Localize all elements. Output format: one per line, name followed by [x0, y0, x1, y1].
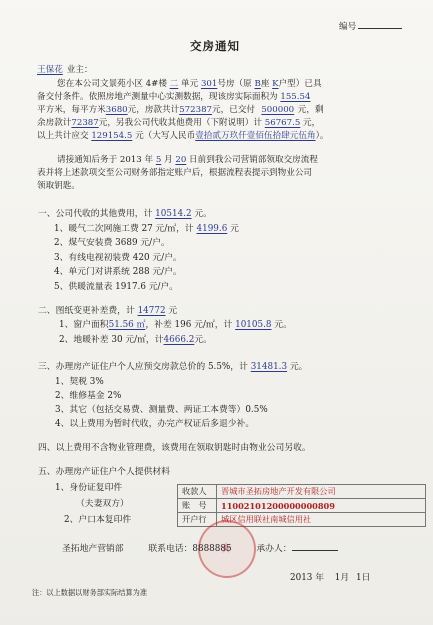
p1-line3	[37, 106, 324, 116]
footer-dept: 圣拓地产营销部	[62, 544, 124, 554]
s1-text: 元。	[194, 209, 212, 219]
document-title: 交房通知	[190, 39, 240, 53]
s2-item-2	[59, 335, 212, 345]
deadline-day: 20	[175, 155, 187, 165]
p1-text: ）。	[315, 131, 329, 141]
s1-item-1-value: 4199.6	[196, 224, 228, 234]
s2-text: 元。	[274, 320, 292, 330]
total-due-words: 壹拾贰万玖仟壹佰伍拾肆元伍角	[195, 131, 316, 141]
p1-text: 元（大写人民币	[135, 131, 196, 141]
section-3-title	[38, 362, 307, 372]
p2-text: 日前到我公司营销部领取交房流程	[189, 155, 318, 165]
document-date	[290, 573, 370, 583]
number-label: 编号	[339, 22, 357, 32]
s3-item-2: 2、维修基金 2%	[55, 391, 122, 401]
s3-total: 31481.3	[250, 362, 288, 372]
bank-info-table	[177, 484, 426, 527]
p1-text: 单元	[181, 79, 199, 89]
paid-value: 500000	[261, 105, 295, 115]
date-day-unit: 日	[361, 573, 371, 583]
s2-total: 14772	[137, 306, 166, 316]
s5-item-1-note: （夫妻双方）	[76, 499, 129, 509]
s3-item-3: 3、其它（包括交易费、测量费、两证工本费等）0.5%	[55, 405, 268, 415]
footer-phone: 8888885	[192, 544, 232, 554]
s3-item-1: 1、契税 3%	[55, 377, 104, 387]
p1-text: 座	[260, 79, 270, 89]
bank-label: 开户行	[178, 513, 217, 527]
payee-label: 收款人	[178, 485, 217, 499]
p1-text: 您在本公司文景苑小区 4#楼	[57, 79, 167, 89]
p1-text: 备交付条件。依照房地产测量中心实测数据，现该房实际面积为	[37, 92, 278, 102]
bank-row-payee	[178, 485, 426, 499]
other-fees-value: 56767.5	[264, 118, 301, 128]
s3-text: 三、办理房产证住户个人应预交房款总价的 5.5%，计	[38, 362, 248, 372]
section-5-title: 五、办理房产证住户个人提供材料	[38, 467, 170, 477]
s2-text: 元。	[194, 335, 212, 345]
s1-item-5: 5、供暖流量表 1917.6 元/户。	[54, 282, 179, 292]
unit-value: 二	[169, 79, 179, 89]
p1-text: 元，另我公司代收其他费用（下附说明）计	[98, 118, 263, 128]
receiver-blank	[292, 550, 338, 551]
section-4: 四、以上费用不含物业管理费，该费用在领取钥匙时由物业公司另收。	[38, 443, 311, 453]
addressee-name: 王保花	[37, 65, 63, 75]
s2-text: 二、图纸变更补差费，计	[38, 306, 135, 316]
s1-item-3: 3、有线电视初装费 420 元/户。	[54, 253, 182, 263]
payee-value: 晋城市圣拓房地产开发有限公司	[217, 485, 426, 499]
area-value: 155.54	[280, 92, 311, 102]
s1-item-2: 2、煤气安装费 3689 元/户。	[54, 238, 170, 248]
s1-item-4: 4、单元门对讲系统 288 元/户。	[54, 267, 182, 277]
p1-text: 元，	[303, 118, 321, 128]
footer-contact	[62, 544, 338, 554]
p2-text: 请接通知后务于 2013 年	[57, 155, 154, 165]
date-year-unit: 年	[315, 573, 324, 583]
p1-text: 元，剩	[297, 105, 324, 115]
s2-item-1	[59, 320, 292, 330]
section-1-title	[38, 209, 212, 219]
addressee-suffix: 业主：	[66, 65, 93, 75]
p1-text: 元，房款共计	[127, 105, 180, 115]
window-area: 51.56 ㎡	[108, 320, 146, 330]
p2-line2: 表并将上述款项交至公司财务部指定账户后，根据流程表提示到物业公司	[37, 168, 313, 178]
s1-text: 一、公司代收的其他费用，计	[38, 209, 153, 219]
bank-value: 城区信用联社南城信用社	[217, 513, 426, 527]
footnote: 注：以上数据以财务部实际结算为准	[32, 588, 148, 597]
bank-row-account	[178, 499, 426, 513]
s3-text: 元。	[289, 362, 308, 372]
p1-line5	[37, 132, 328, 142]
p1-line1	[57, 80, 322, 90]
p1-text: 号房（原	[217, 79, 252, 89]
type-value: K	[272, 79, 279, 89]
date-month: 1	[334, 573, 341, 583]
total-due-value: 129154.5	[91, 131, 133, 141]
account-value: 11002101200000000809	[217, 499, 426, 513]
p1-text: 元，已交付	[212, 105, 256, 115]
s1-item-1	[54, 224, 239, 234]
s2-text: ，补差 196 元/㎡，计	[145, 320, 233, 330]
account-label: 账 号	[178, 499, 217, 513]
footer-receiver-label: 承办人：	[256, 544, 292, 554]
section-2-title	[38, 306, 177, 316]
p1-text: 以上共计应交	[37, 131, 89, 141]
s2-text: 元	[168, 306, 178, 316]
room-value: 301	[200, 79, 218, 89]
footer-phone-label: 联系电话：	[148, 544, 193, 554]
s2-item-2-value: 4666.2	[163, 335, 195, 345]
p2-line3: 领取钥匙。	[37, 181, 80, 191]
p1-line2	[37, 93, 310, 103]
building-value: B	[254, 79, 261, 89]
p1-text: 余房款计	[37, 118, 72, 128]
p1-text: 平方米，每平方米	[37, 105, 106, 115]
s5-item-2: 2、户口本复印件	[64, 515, 132, 525]
s2-text: 2、地暖补差 30 元/㎡，计	[59, 335, 164, 345]
s3-item-4: 4、以上费用为暂时代收，办完产权证后多退少补。	[55, 419, 255, 429]
s1-total: 10514.2	[155, 209, 192, 219]
s1-text: 1、暖气二次网施工费 27 元/㎡，计	[54, 224, 194, 234]
p2-text: 月	[164, 155, 173, 165]
date-year: 2013	[290, 573, 313, 583]
date-day: 1	[356, 573, 362, 583]
s1-text: 元	[230, 224, 239, 234]
total-price-value: 572387	[179, 105, 213, 115]
remaining-value: 72387	[71, 118, 99, 128]
p1-text: 户型）已具	[278, 79, 322, 89]
number-label-row	[339, 23, 402, 33]
unit-price-value: 3680	[105, 105, 128, 115]
p1-line4	[37, 119, 320, 129]
addressee	[37, 66, 93, 76]
deadline-month: 5	[155, 155, 162, 165]
number-blank	[358, 28, 402, 29]
date-month-unit: 月	[340, 573, 350, 583]
p2-line1	[57, 156, 318, 166]
s5-item-1: 1、身份证复印件	[55, 483, 123, 493]
s2-item-1-value: 10105.8	[235, 320, 272, 330]
s2-text: 1、窗户面积	[59, 320, 109, 330]
